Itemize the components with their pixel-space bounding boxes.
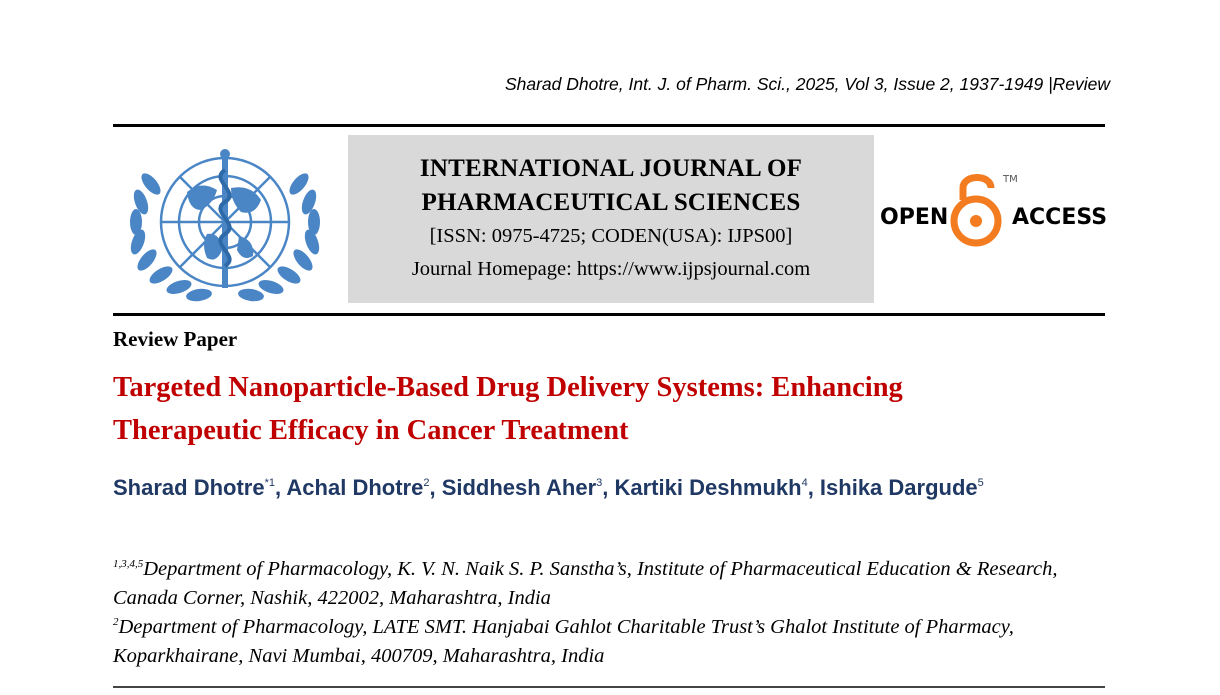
trademark-symbol: TM: [1003, 174, 1018, 185]
author-affiliation-mark: 5: [977, 477, 984, 489]
affiliation-text: Department of Pharmacology, K. V. N. Naik S. P. Sanstha’s, Institute of Pharmaceutical Education & Research, Canada Corner, Nashik, 422002, Maharashtra, India: [113, 558, 1058, 609]
author-affiliation-mark: 3: [596, 477, 603, 489]
open-access-word-access: ACCESS: [1012, 205, 1108, 230]
bottom-divider: [113, 686, 1105, 688]
author-separator: ,: [275, 475, 287, 500]
author-separator: ,: [602, 475, 615, 500]
author-affiliation-mark: 2: [423, 477, 430, 489]
open-access-padlock-icon: [954, 178, 998, 244]
author-affiliation-mark: 4: [801, 477, 808, 489]
journal-issn: [ISSN: 0975-4725; CODEN(USA): IJPS00]: [429, 225, 793, 247]
journal-citation: Sharad Dhotre, Int. J. of Pharm. Sci., 2025, Vol 3, Issue 2, 1937-1949 |Review: [504, 74, 1110, 94]
article-title: [113, 366, 1093, 452]
journal-masthead: [348, 135, 874, 303]
author-name: Siddhesh Aher: [441, 475, 597, 500]
globe-emblem-icon: [127, 140, 323, 306]
author-name: Kartiki Deshmukh: [614, 475, 802, 500]
journal-homepage: Journal Homepage: https://www.ijpsjournal.com: [411, 258, 811, 280]
journal-name-line2: PHARMACEUTICAL SCIENCES: [421, 189, 801, 216]
affiliations: [113, 555, 1103, 671]
affiliation-text: Department of Pharmacology, LATE SMT. Hanjabai Gahlot Charitable Trust’s Ghalot Institute of Pharmacy, Koparkhairane, Navi Mumbai, 400709, Maharashtra, India: [113, 616, 1014, 667]
author-name: Ishika Dargude: [819, 475, 978, 500]
masthead-divider: [113, 313, 1105, 316]
author-list: [113, 472, 1073, 504]
journal-name-line1: INTERNATIONAL JOURNAL OF: [419, 155, 803, 182]
affiliation-item: [113, 555, 1103, 613]
article-type: Review Paper: [113, 327, 238, 351]
article-title-line2: Therapeutic Efficacy in Cancer Treatment: [113, 415, 629, 446]
affiliation-mark: 1,3,4,5: [113, 558, 144, 570]
author-affiliation-mark: *1: [264, 477, 275, 489]
affiliation-item: [113, 613, 1103, 671]
open-access-logo: [880, 166, 1108, 252]
top-divider: [113, 124, 1105, 127]
article-title-line1: Targeted Nanoparticle-Based Drug Delivery Systems: Enhancing: [113, 372, 903, 403]
author-name: Achal Dhotre: [286, 475, 424, 500]
open-access-word-open: OPEN: [880, 205, 949, 230]
author-name: Sharad Dhotre: [113, 475, 265, 500]
author-separator: ,: [807, 475, 820, 500]
affiliation-mark: 2: [113, 616, 119, 628]
author-separator: ,: [429, 475, 442, 500]
